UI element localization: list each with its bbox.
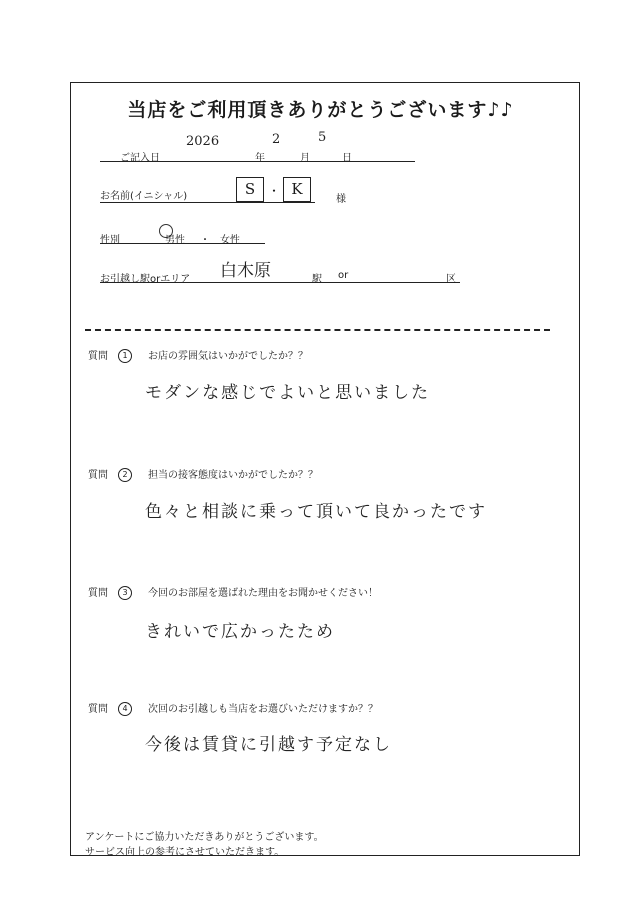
question-3-number: 3 [118,586,132,600]
answer-1[interactable]: モダンな感じでよいと思いました [145,383,431,403]
answer-4[interactable]: 今後は賃貸に引越す予定なし [145,735,392,755]
date-month-value[interactable]: 2 [272,132,281,147]
station-label: お引越し駅orエリア [100,274,191,285]
gender-dot: ・ [200,235,210,246]
station-unit: 駅 [312,274,322,285]
station-value[interactable]: 白木原 [220,261,271,281]
question-2-number: 2 [118,468,132,482]
section-divider [85,329,550,331]
date-month-unit: 月 [300,153,310,164]
question-4-label: 質問 4 [88,700,132,716]
date-label: ご記入日 [120,153,160,164]
question-4-text: 次回のお引越しも当店をお選びいただけますか？？ [148,704,378,715]
name-label: お名前(イニシャル) [100,191,188,202]
date-underline [100,161,415,162]
initial-separator: ・ [268,184,281,198]
question-3-label: 質問 3 [88,584,132,600]
footer-line-2: サービス向上の参考にさせていただきます。 [85,847,285,858]
gender-male-option[interactable]: 男性 [165,235,185,246]
date-year-unit: 年 [255,153,265,164]
name-suffix: 様 [336,194,346,205]
date-day-unit: 日 [342,153,352,164]
question-2-label: 質問 2 [88,466,132,482]
footer-line-1: アンケートにご協力いただきありがとうございます。 [85,832,324,843]
question-1-label: 質問 1 [88,347,132,363]
gender-female-option[interactable]: 女性 [220,235,240,246]
date-day-value[interactable]: 5 [318,130,327,145]
gender-underline [100,243,265,244]
question-1-text: お店の雰囲気はいかがでしたか？？ [148,351,308,362]
initial-box-1[interactable]: S [236,177,264,202]
question-4-number: 4 [118,702,132,716]
question-3-text: 今回のお部屋を選ばれた理由をお聞かせください！ [148,588,378,599]
initial-box-2[interactable]: K [283,177,311,202]
survey-title: 当店をご利用頂きありがとうございます♪♪ [127,99,514,121]
station-or: or [338,270,349,281]
question-2-text: 担当の接客態度はいかがでしたか？？ [148,470,318,481]
name-underline [100,202,315,203]
gender-label: 性別 [100,235,120,246]
answer-3[interactable]: きれいで広かったため [145,622,335,642]
answer-2[interactable]: 色々と相談に乗って頂いて良かったです [145,502,487,522]
question-1-number: 1 [118,349,132,363]
date-year-value[interactable]: 2026 [186,134,220,149]
station-underline [100,282,460,283]
ward-unit: 区 [446,274,456,285]
